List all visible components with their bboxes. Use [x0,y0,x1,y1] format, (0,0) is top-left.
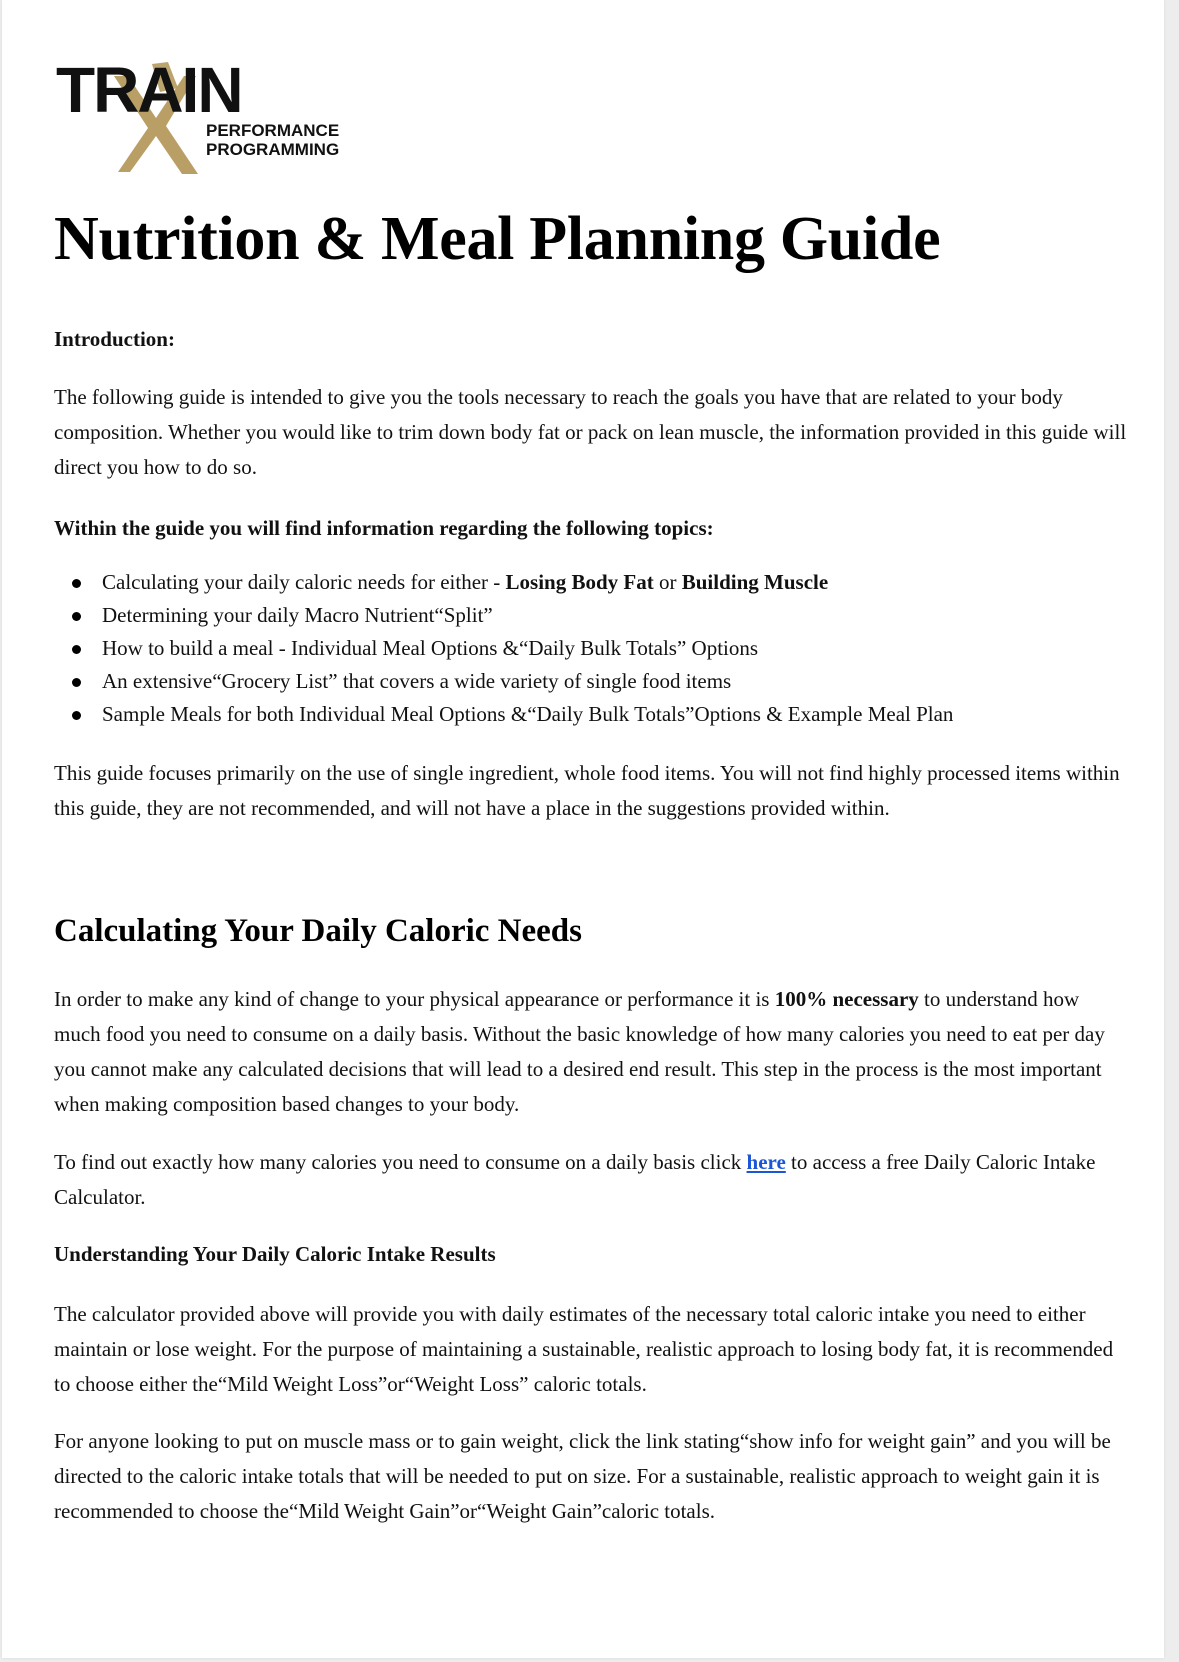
train-logo [56,58,356,178]
logo-subline-1: PERFORMANCE [206,121,340,140]
list-item [102,665,1132,698]
caloric-section-heading: Calculating Your Daily Caloric Needs [54,913,582,949]
list-item [102,698,1132,731]
train-logo-graphic [56,58,356,178]
bullet-icon [72,645,81,654]
paragraph-text: to understand how much food you need to consume on a daily basis. Without the basic knowledge of how many calories you need to eat per day you cannot make any calculated decisions that will lead to a desired end result. This step in the process is the most important when making composition based changes to your body. [54,987,1105,1116]
logo-word: TRAIN [56,58,242,126]
bullet-icon [72,711,81,720]
intro-closing-paragraph: This guide focuses primarily on the use of single ingredient, whole food items. You will not find highly processed items within this guide, they are not recommended, and will not have a place in the suggestions provided within. [54,761,1120,820]
topic-text: Calculating your daily caloric needs for either - [102,570,506,594]
topic-text: Sample Meals for both Individual Meal Options &“Daily Bulk Totals”Options & Example Meal Plan [102,702,954,726]
caloric-subheading: Understanding Your Daily Caloric Intake Results [54,1242,496,1266]
bullet-icon [72,678,81,687]
topics-heading: Within the guide you will find information regarding the following topics: [54,516,714,540]
caloric-paragraph-4: For anyone looking to put on muscle mass or to gain weight, click the link stating“show info for weight gain” and you will be directed to the caloric intake totals that will be needed to put on size. For a sustainable, realistic approach to weight gain it is recommended to choose the“Mild Weight Gain”or“Weight Gain”caloric totals. [54,1429,1111,1523]
bullet-icon [72,579,81,588]
bullet-icon [72,612,81,621]
intro-heading: Introduction: [54,327,175,351]
topic-text: Determining your daily Macro Nutrient“Split” [102,603,493,627]
calculator-link[interactable]: here [746,1150,786,1174]
topic-text: An extensive“Grocery List” that covers a wide variety of single food items [102,669,732,693]
topic-text: How to build a meal - Individual Meal Options &“Daily Bulk Totals” Options [102,636,759,660]
intro-paragraph: The following guide is intended to give you the tools necessary to reach the goals you have that are related to your body composition. Whether you would like to trim down body fat or pack on lean muscle, the information provided in this guide will direct you how to do so. [54,385,1127,479]
topic-bold-building-muscle: Building Muscle [681,570,829,594]
list-item [102,599,1132,632]
list-item [102,566,1132,599]
emphasis-text: 100% necessary [774,987,919,1011]
caloric-paragraph-2 [54,1145,1129,1215]
page-title: Nutrition & Meal Planning Guide [54,205,941,273]
list-item [102,632,1132,665]
paragraph-text: to access a free Daily Caloric Intake Calculator. [54,1150,1096,1209]
caloric-paragraph-1 [54,982,1129,1122]
paragraph-text: In order to make any kind of change to your physical appearance or performance it is [54,987,775,1011]
topics-list [54,566,1132,731]
paragraph-text: To find out exactly how many calories you need to consume on a daily basis click [54,1150,747,1174]
logo-subline-2: PROGRAMMING [206,140,340,159]
topic-bold-losing-body-fat: Losing Body Fat [505,570,654,594]
topic-text: or [653,570,682,594]
caloric-paragraph-3: The calculator provided above will provide you with daily estimates of the necessary total caloric intake you need to either maintain or lose weight. For the purpose of maintaining a sustainable, realistic approach to losing body fat, it is recommended to choose either the“Mild Weight Loss”or“Weight Loss” caloric totals. [54,1302,1114,1396]
